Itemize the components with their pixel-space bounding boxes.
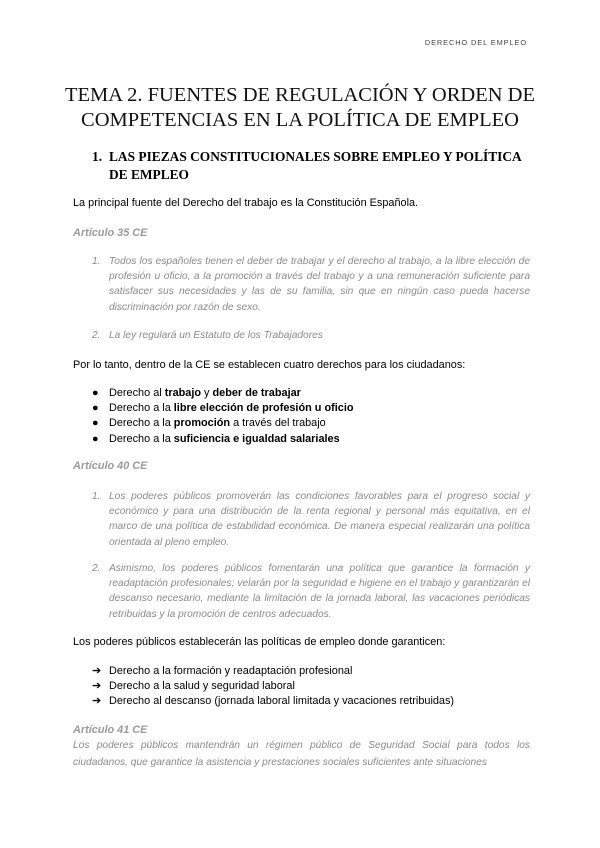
list-item: ● Derecho a la libre elección de profesión u oficio [92,401,532,416]
title-line-1: TEMA 2. FUENTES DE REGULACIÓN Y ORDEN DE [65,84,535,106]
article-41-text: Los poderes públicos mantendrán un régimen público de Seguridad Social para todos los ciudadanos, que garantice la asistencia y prestaciones sociales suficientes ante situaciones [73,740,530,768]
list-item: ● Derecho al trabajo y deber de trabajar [92,386,532,401]
article-40-label: Artículo 40 CE [73,460,148,472]
arrow-icon: ➔ [92,695,102,708]
running-header: DERECHO DEL EMPLEO [424,38,527,47]
article-35-item-2 [92,328,530,343]
section-number: 1. [92,149,103,164]
bullet-icon: ● [92,417,99,430]
arrow-icon: ➔ [92,665,102,677]
list-item: ● Derecho a la promoción a través del trabajo [92,416,532,431]
article-35-label: Artículo 35 CE [73,227,148,239]
rights-intro: Por lo tanto, dentro de la CE se establecen cuatro derechos para los ciudadanos: [73,359,466,371]
intro-paragraph: La principal fuente del Derecho del trabajo es la Constitución Española. [73,197,419,209]
list-item: ➔ Derecho a la salud y seguridad laboral [92,679,532,694]
article-40-item-2 [92,561,530,622]
item-text: Asimismo, los poderes públicos fomentarán una política que garantice la formación y readaptación profesionales; velarán por la seguridad e higiene en el trabajo y garantizarán el descanso necesario, mediante la limitación de la jornada laboral, las vacaciones periódicas retribuidas y la promoción de centros adecuados. [109,563,530,620]
item-text: Todos los españoles tienen el deber de trabajar y el derecho al trabajo, a la libre elección de profesión u oficio, a la promoción a través del trabajo y a una remuneración suficiente para satisfacer sus necesidades y las de su familia, sin que en ningún caso pueda hacerse discriminación por razón de sexo. [109,256,530,313]
article-40-item-1 [92,489,530,550]
item-text: La ley regulará un Estatuto de los Trabajadores [109,330,323,341]
section-title: LAS PIEZAS CONSTITUCIONALES SOBRE EMPLEO Y POLÍTICA DE EMPLEO [109,149,521,182]
article-41-label: Artículo 41 CE [73,724,148,736]
article-35-item-1 [92,254,530,315]
arrow-icon: ➔ [92,680,102,693]
item-number: 1. [92,491,101,502]
item-number: 1. [92,256,101,267]
list-item: ➔ Derecho a la formación y readaptación profesional [92,664,532,679]
bullet-icon: ● [92,387,99,399]
rights-list [92,386,532,447]
policies-list [92,664,532,710]
title-line-2: COMPETENCIAS EN LA POLÍTICA DE EMPLEO [81,109,519,131]
page-title [60,83,540,133]
item-number: 2. [92,563,101,574]
bullet-icon: ● [92,402,99,415]
list-item: ➔ Derecho al descanso (jornada laboral limitada y vacaciones retribuidas) [92,694,532,709]
list-item: ● Derecho a la suficiencia e igualdad salariales [92,432,532,447]
item-text: Los poderes públicos promoverán las condiciones favorables para el progreso social y económico y para una distribución de la renta regional y personal más equitativa, en el marco de una política de estabilidad económica. De manera especial realizarán una política orientada al pleno empleo. [109,491,530,548]
bullet-icon: ● [92,432,99,445]
item-number: 2. [92,330,101,341]
policies-intro: Los poderes públicos establecerán las políticas de empleo donde garanticen: [73,636,446,648]
section-heading [92,148,532,183]
